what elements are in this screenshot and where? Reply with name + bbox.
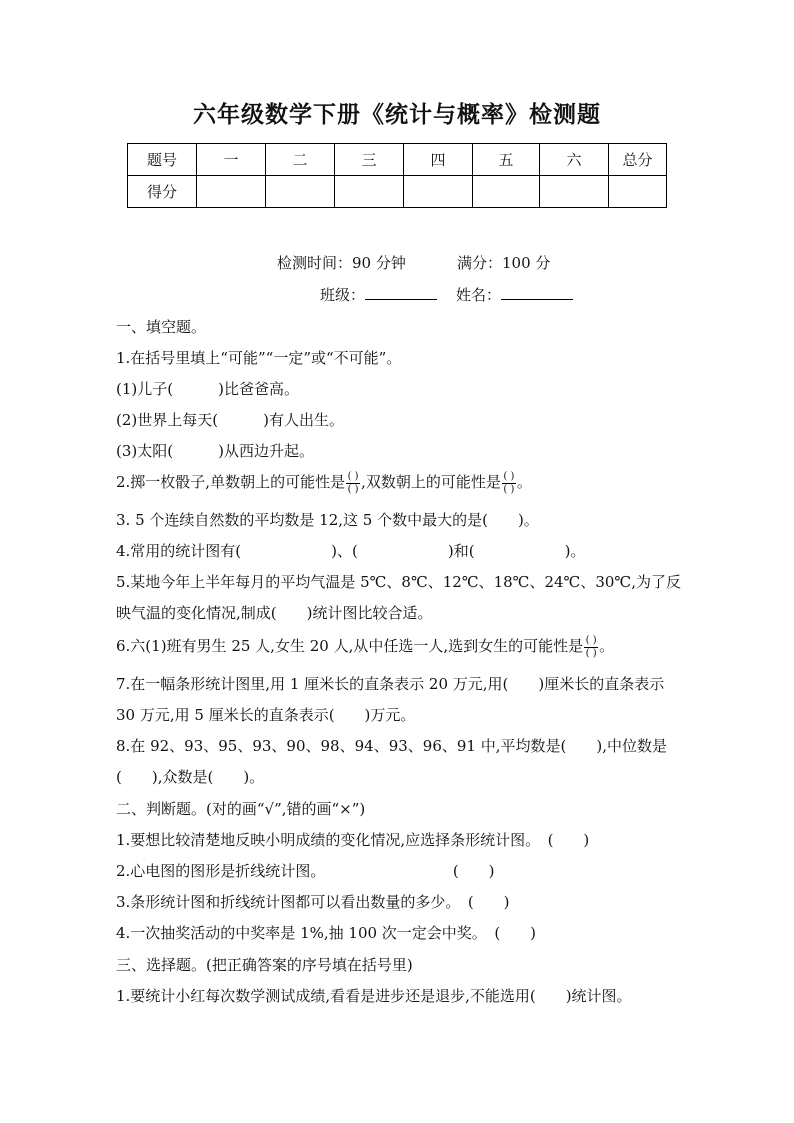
name-field — [456, 284, 573, 305]
score-header-cell: 四 — [404, 144, 473, 176]
score-cell[interactable] — [609, 176, 667, 208]
fraction-blank[interactable]: $\frac{( )}{( )}$ — [585, 634, 597, 659]
question-line: 1.要统计小红每次数学测试成绩,看看是进步还是退步,不能选用( )统计图。 — [116, 987, 632, 1005]
question-line: 3. 5 个连续自然数的平均数是 12,这 5 个数中最大的是( )。 — [116, 511, 539, 529]
score-header-cell: 六 — [540, 144, 609, 176]
question-line: 3.条形统计图和折线统计图都可以看出数量的多少。 ( ) — [116, 893, 510, 911]
fraction-blank[interactable]: $\frac{( )}{( )}$ — [347, 470, 359, 495]
question-line: (3)太阳( )从西边升起。 — [116, 442, 314, 460]
score-row-label: 得分 — [128, 176, 197, 208]
question-line: 1.在括号里填上“可能”“一定”或“不可能”。 — [116, 349, 402, 367]
name-label: 姓名： — [456, 286, 502, 304]
question-line: 4.常用的统计图有( )、( )和( )。 — [116, 542, 586, 560]
question-line: 5.某地今年上半年每月的平均气温是 5℃、8℃、12℃、18℃、24℃、30℃,为了反 — [116, 573, 681, 591]
question-text: 。 — [516, 473, 532, 491]
section-heading-fill: 一、填空题。 — [116, 318, 207, 336]
score-cell[interactable] — [266, 176, 335, 208]
exam-time: 检测时间：90 分钟 — [277, 254, 406, 272]
question-line: 映气温的变化情况,制成( )统计图比较合适。 — [116, 604, 433, 622]
name-blank[interactable] — [501, 285, 573, 300]
score-cell[interactable] — [473, 176, 540, 208]
score-header-cell: 一 — [197, 144, 266, 176]
score-cell[interactable] — [197, 176, 266, 208]
question-line — [116, 635, 614, 659]
question-line: 8.在 92、93、95、93、90、98、94、93、96、91 中,平均数是( ),中位数是 — [116, 737, 667, 755]
score-header-cell: 总分 — [609, 144, 667, 176]
score-cell[interactable] — [540, 176, 609, 208]
question-line: 30 万元,用 5 厘米长的直条表示( )万元。 — [116, 706, 416, 724]
score-header-cell: 三 — [335, 144, 404, 176]
question-line: 2.心电图的图形是折线统计图。 ( ) — [116, 862, 495, 880]
section-heading-judge: 二、判断题。(对的画“√”,错的画“×”) — [116, 800, 366, 818]
question-text: 6.六(1)班有男生 25 人,女生 20 人,从中任选一人,选到女生的可能性是 — [116, 637, 584, 655]
score-table-score-row — [128, 176, 667, 208]
question-line: (2)世界上每天( )有人出生。 — [116, 411, 344, 429]
question-text: 2.掷一枚骰子,单数朝上的可能性是 — [116, 473, 346, 491]
section-heading-choice: 三、选择题。(把正确答案的序号填在括号里) — [116, 956, 413, 974]
page-title: 六年级数学下册《统计与概率》检测题 — [193, 101, 601, 128]
class-field — [320, 284, 437, 305]
score-cell[interactable] — [404, 176, 473, 208]
score-header-cell: 题号 — [128, 144, 197, 176]
class-label: 班级： — [320, 286, 366, 304]
question-line: 1.要想比较清楚地反映小明成绩的变化情况,应选择条形统计图。 ( ) — [116, 831, 590, 849]
question-line: 4.一次抽奖活动的中奖率是 1%,抽 100 次一定会中奖。 ( ) — [116, 924, 537, 942]
question-line: 7.在一幅条形统计图里,用 1 厘米长的直条表示 20 万元,用( )厘米长的直条表示 — [116, 675, 665, 693]
question-text: ,双数朝上的可能性是 — [361, 473, 501, 491]
question-line: ( ),众数是( )。 — [116, 768, 265, 786]
score-header-cell: 二 — [266, 144, 335, 176]
score-table — [127, 143, 667, 208]
question-line: (1)儿子( )比爸爸高。 — [116, 380, 299, 398]
full-score: 满分：100 分 — [457, 254, 551, 272]
score-header-cell: 五 — [473, 144, 540, 176]
score-table-header-row — [128, 144, 667, 176]
question-text: 。 — [599, 637, 615, 655]
class-blank[interactable] — [365, 285, 437, 300]
fraction-blank[interactable]: $\frac{( )}{( )}$ — [503, 470, 515, 495]
question-line — [116, 471, 532, 495]
score-cell[interactable] — [335, 176, 404, 208]
